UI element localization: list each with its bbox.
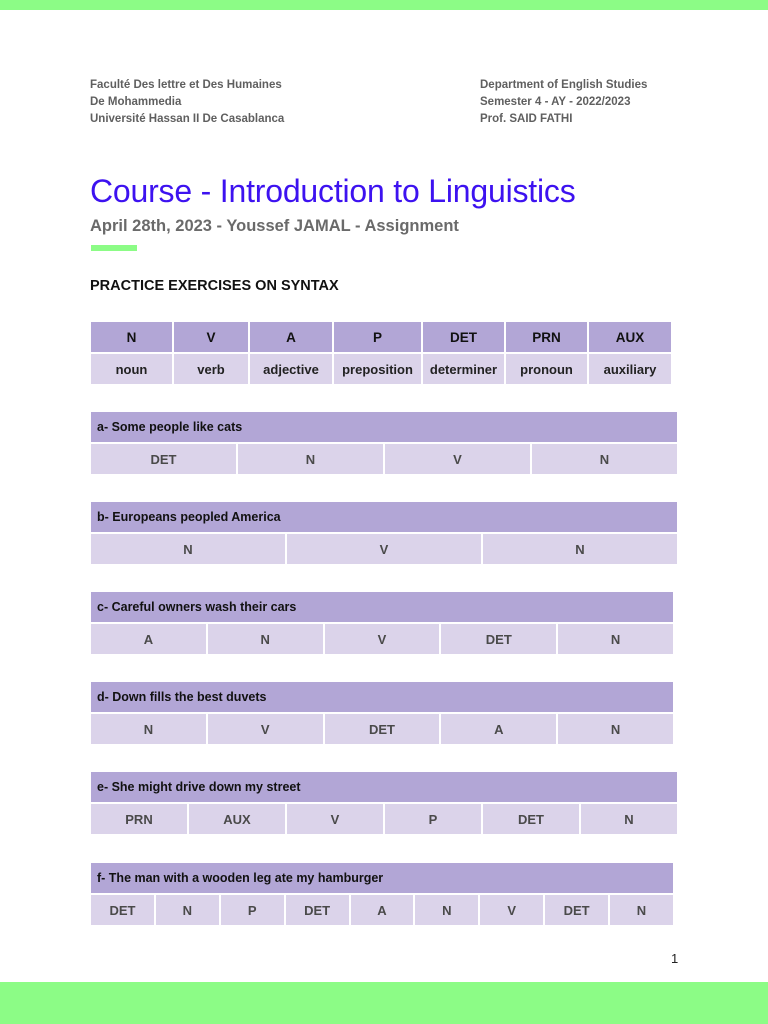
legend-meaning-cell: auxiliary: [588, 353, 672, 385]
faculty-header: [90, 77, 284, 128]
exercise-table-d: [90, 681, 674, 745]
tag-cell: N: [580, 803, 678, 835]
tag-cell: PRN: [90, 803, 188, 835]
tag-cell: V: [286, 803, 384, 835]
tag-cell: N: [237, 443, 384, 475]
tag-cell: DET: [440, 623, 557, 655]
tag-cell: DET: [482, 803, 580, 835]
exercise-table-a: [90, 411, 678, 475]
legend-abbr-cell: N: [90, 321, 173, 353]
tag-cell: DET: [544, 894, 609, 926]
tag-cell: N: [557, 713, 674, 745]
legend-abbr-cell: A: [249, 321, 333, 353]
faculty-line-3: Université Hassan II De Casablanca: [90, 113, 285, 125]
department-line-2: Semester 4 - AY - 2022/2023: [480, 96, 631, 108]
exercise-sentence: c- Careful owners wash their cars: [90, 591, 674, 623]
tag-cell: A: [440, 713, 557, 745]
tag-cell: DET: [324, 713, 441, 745]
title-accent-bar: [91, 245, 137, 251]
exercise-tag-row: [90, 803, 678, 835]
bottom-accent-bar: [0, 982, 768, 1024]
tag-cell: A: [350, 894, 415, 926]
department-line-3: Prof. SAID FATHI: [480, 113, 573, 125]
legend-abbr-cell: PRN: [505, 321, 588, 353]
tag-cell: N: [557, 623, 674, 655]
faculty-line-2: De Mohammedia: [90, 96, 182, 108]
tag-cell: N: [482, 533, 678, 565]
exercise-sentence: e- She might drive down my street: [90, 771, 678, 803]
legend-meaning-row: [90, 353, 672, 385]
tag-cell: V: [324, 623, 441, 655]
legend-meaning-cell: adjective: [249, 353, 333, 385]
tag-cell: P: [384, 803, 482, 835]
tag-cell: N: [207, 623, 324, 655]
legend-abbreviation-row: [90, 321, 672, 353]
legend-meaning-cell: noun: [90, 353, 173, 385]
legend-meaning-cell: verb: [173, 353, 249, 385]
tag-cell: DET: [285, 894, 350, 926]
tag-cell: DET: [90, 894, 155, 926]
tag-cell: N: [90, 533, 286, 565]
tag-cell: V: [479, 894, 544, 926]
page-number: 1: [671, 951, 679, 966]
tag-cell: V: [207, 713, 324, 745]
tag-cell: V: [384, 443, 531, 475]
tag-cell: AUX: [188, 803, 286, 835]
exercise-sentence: b- Europeans peopled America: [90, 501, 678, 533]
tag-cell: N: [155, 894, 220, 926]
exercise-sentence: a- Some people like cats: [90, 411, 678, 443]
exercise-tag-row: [90, 443, 678, 475]
exercise-tag-row: [90, 713, 674, 745]
exercise-sentence: d- Down fills the best duvets: [90, 681, 674, 713]
legend-abbr-cell: DET: [422, 321, 505, 353]
faculty-line-1: Faculté Des lettre et Des Humaines: [90, 79, 282, 91]
exercise-table-e: [90, 771, 678, 835]
exercise-tag-row: [90, 894, 674, 926]
exercise-sentence: f- The man with a wooden leg ate my hamburger: [90, 862, 674, 894]
tag-cell: P: [220, 894, 285, 926]
legend-abbr-cell: P: [333, 321, 422, 353]
legend-meaning-cell: preposition: [333, 353, 422, 385]
tag-cell: A: [90, 623, 207, 655]
top-accent-bar: [0, 0, 768, 10]
legend-abbr-cell: V: [173, 321, 249, 353]
tag-cell: N: [90, 713, 207, 745]
exercise-tag-row: [90, 533, 678, 565]
legend-meaning-cell: determiner: [422, 353, 505, 385]
exercise-table-f: [90, 862, 674, 926]
tag-cell: DET: [90, 443, 237, 475]
tag-cell: N: [531, 443, 678, 475]
page-title: Course - Introduction to Linguistics: [90, 173, 576, 209]
tag-cell: N: [609, 894, 674, 926]
pos-legend-table: [90, 321, 672, 385]
legend-meaning-cell: pronoun: [505, 353, 588, 385]
department-header: [480, 77, 647, 128]
legend-abbr-cell: AUX: [588, 321, 672, 353]
tag-cell: V: [286, 533, 482, 565]
section-title: PRACTICE EXERCISES ON SYNTAX: [90, 278, 339, 294]
exercise-table-b: [90, 501, 678, 565]
department-line-1: Department of English Studies: [480, 79, 648, 91]
exercise-table-c: [90, 591, 674, 655]
exercise-tag-row: [90, 623, 674, 655]
page-subtitle: April 28th, 2023 - Youssef JAMAL - Assignment: [90, 217, 459, 235]
tag-cell: N: [414, 894, 479, 926]
